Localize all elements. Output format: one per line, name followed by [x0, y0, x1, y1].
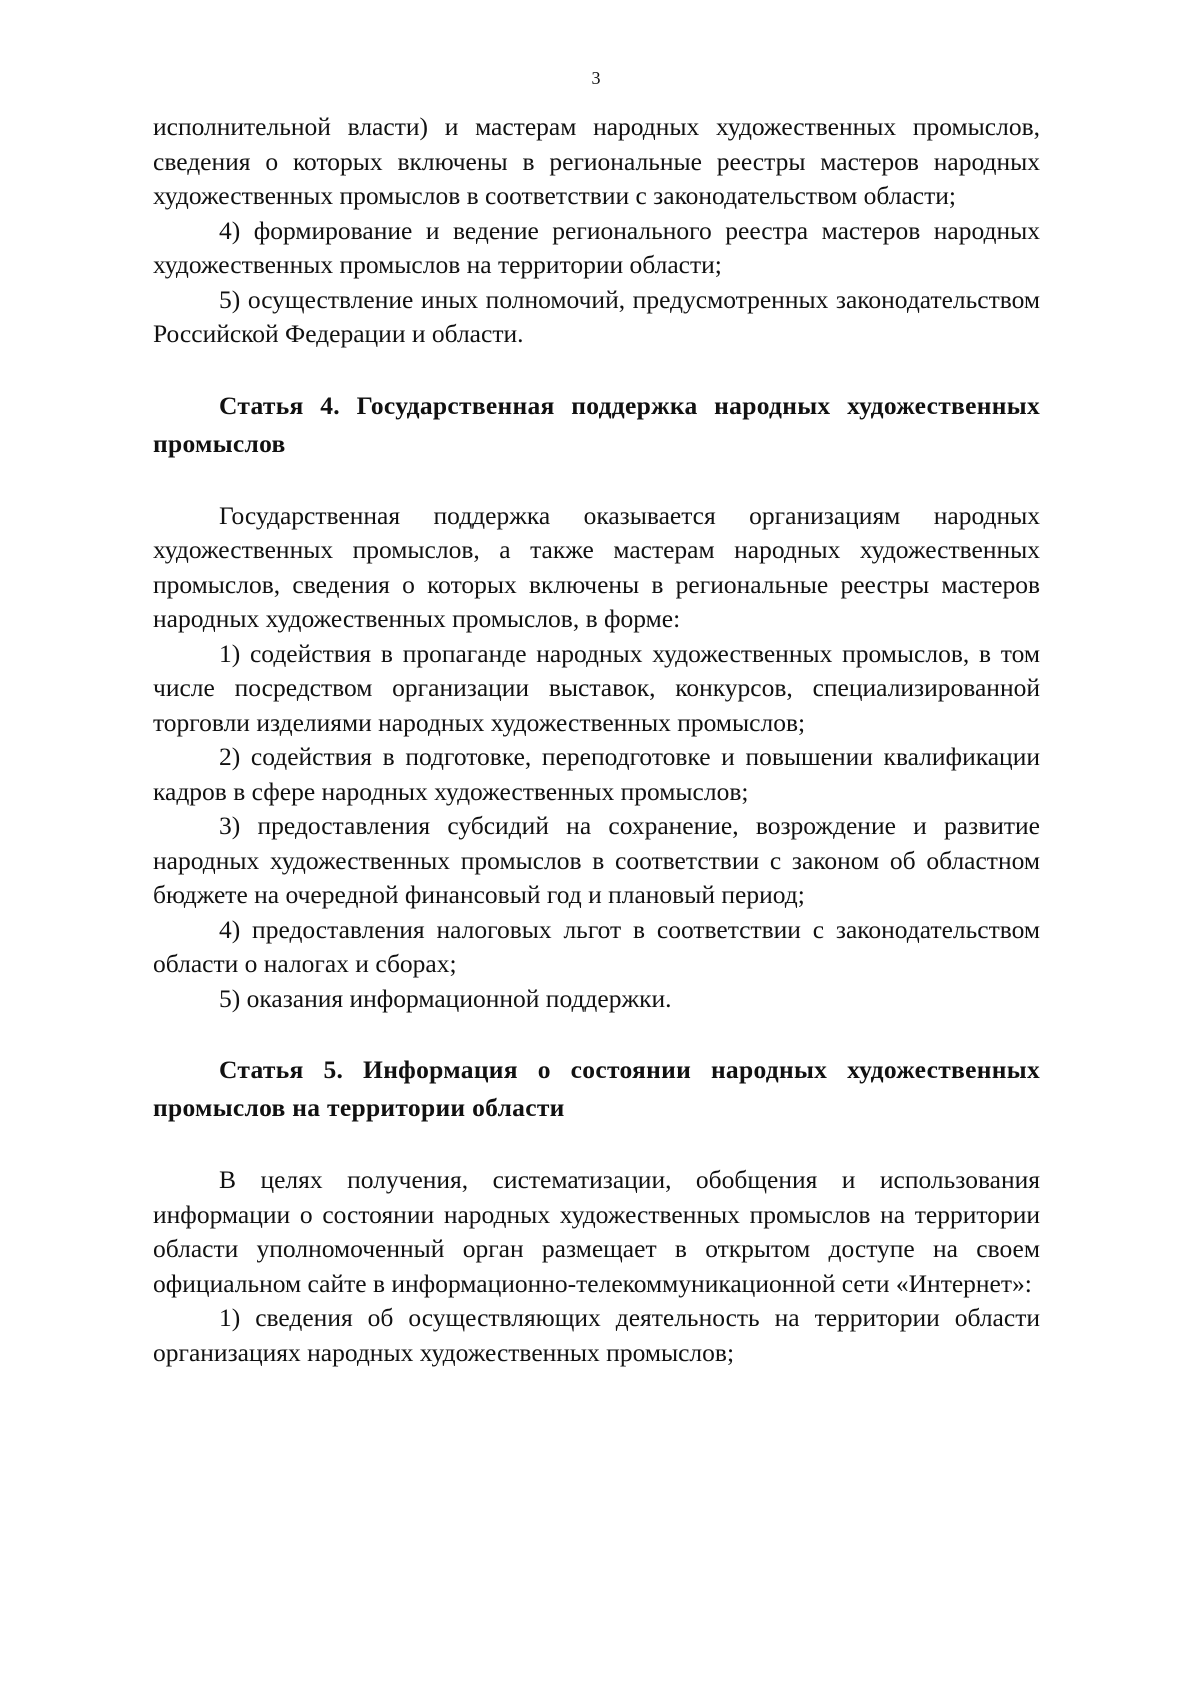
page-number: 3 [591, 68, 601, 88]
list-item: 1) сведения об осуществляющих деятельность на территории области организациях народных художественных промыслов; [153, 1303, 1040, 1367]
article-intro: В целях получения, систематизации, обобщения и использования информации о состоянии народных художественных промыслов на территории области уполномоченный орган размещает в открытом доступе на своем официальном сайте в информационно-телекоммуникационной сети «Интернет»: [153, 1165, 1040, 1298]
list-item: 4) предоставления налоговых льгот в соответствии с законодательством области о налогах и сборах; [153, 914, 1040, 978]
list-item: 5) осуществление иных полномочий, предусмотренных законодательством Российской Федерации и области. [153, 284, 1040, 348]
continuation-line: художественных промыслов в соответствии с законодательством области; [153, 181, 956, 210]
list-item: 2) содействия в подготовке, переподготовке и повышении квалификации кадров в сфере народных художественных промыслов; [153, 742, 1040, 806]
article-intro: Государственная поддержка оказывается организациям народных художественных промыслов, а также мастерам народных художественных промыслов, сведения о которых включены в региональные реестры мастеров народных художественных промыслов, в форме: [153, 500, 1040, 633]
article-heading: Статья 4. Государственная поддержка народных художественных промыслов [153, 390, 1040, 458]
continuation-line: сведения о которых включены в региональные реестры мастеров народных [153, 146, 1040, 176]
list-item: 4) формирование и ведение регионального реестра мастеров народных художественных промыслов на территории области; [153, 215, 1040, 279]
list-item: 1) содействия в пропаганде народных художественных промыслов, в том числе посредством организации выставок, конкурсов, специализированной торговли изделиями народных художественных промыслов; [153, 638, 1040, 737]
continuation-paragraph [153, 110, 1040, 214]
list-item: 3) предоставления субсидий на сохранение, возрождение и развитие народных художественных промыслов в соответствии с законом об областном бюджете на очередной финансовый год и плановый период; [153, 811, 1040, 909]
article-heading: Статья 5. Информация о состоянии народных художественных промыслов на территории области [153, 1055, 1040, 1122]
document-body [153, 110, 1040, 1370]
list-item: 5) оказания информационной поддержки. [219, 983, 672, 1013]
continuation-line: исполнительной власти) и мастерам народных художественных промыслов, [153, 112, 1040, 141]
